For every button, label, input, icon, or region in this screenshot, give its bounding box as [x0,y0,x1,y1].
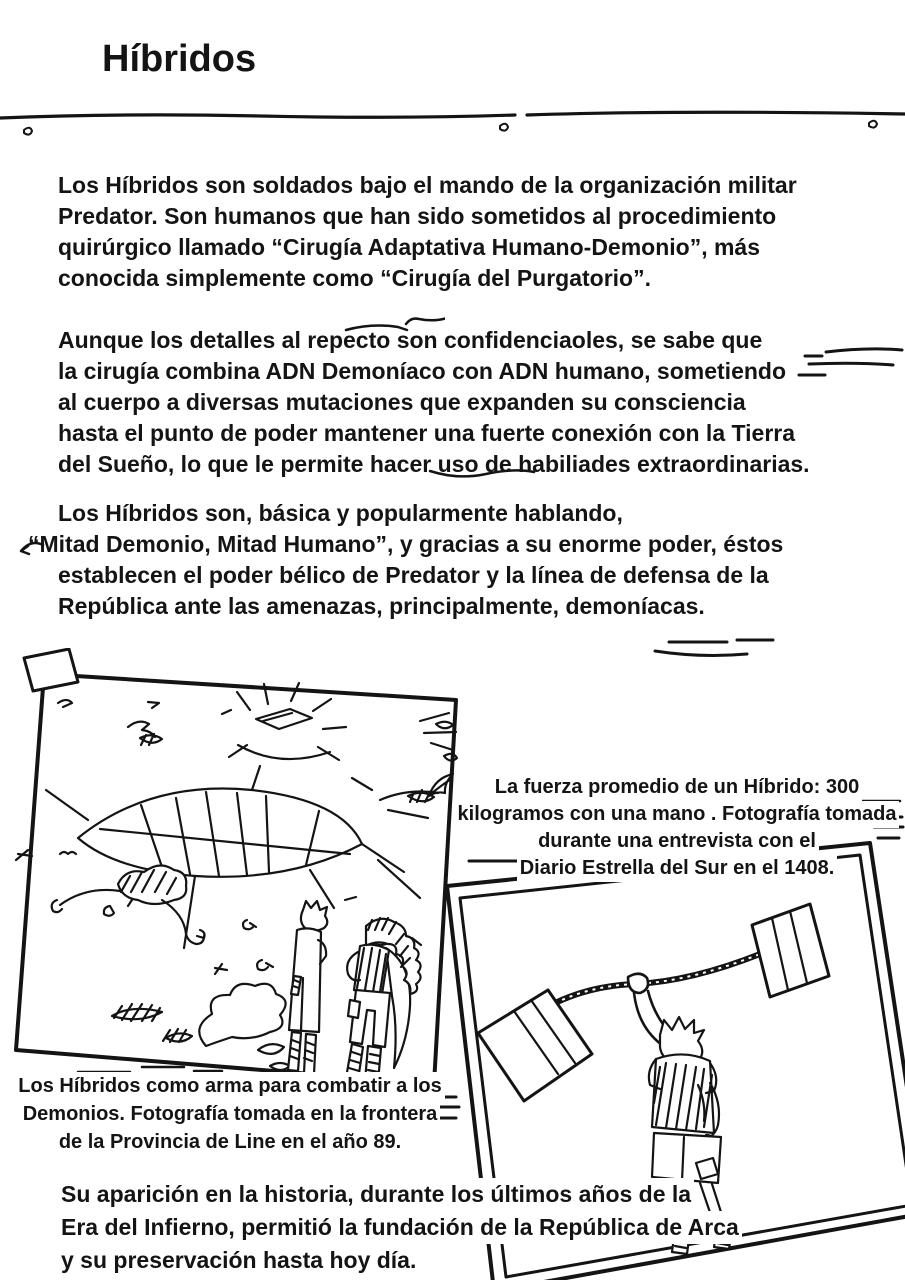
text-line: Aunque los detalles al repecto son confidenciaoles, se sabe que [58,327,763,353]
scribble-mark-below-paragraph [645,632,780,660]
tape-corner [24,649,78,691]
text-line: Era del Infierno, permitió la fundación de la República de Arca [58,1211,742,1244]
text-line: establecen el poder bélico de Predator y la línea de defensa de la [58,562,769,588]
text-line: hasta el punto de poder mantener una fuerte conexión con la Tierra [58,420,796,446]
text-line: República ante las amenazas, principalmente, demoníacas. [58,593,705,619]
battle-photo-illustration [0,648,462,1100]
text-line: la cirugía combina ADN Demoníaco con ADN humano, sometiendo [58,358,787,384]
text-line: Predator. Son humanos que han sido sometidos al procedimiento [58,203,777,229]
caption-line: Diario Estrella del Sur en el 1408. [517,855,838,882]
battle-photo-caption [4,1072,456,1156]
paragraph-surgery [58,325,810,480]
paragraph-half-demon [28,498,784,622]
text-line: y su preservación hasta hoy día. [58,1244,419,1277]
caption-line: durante una entrevista con el [535,828,819,855]
text-line: Los Híbridos son, básica y popularmente hablando, [58,500,623,526]
text-line: al cuerpo a diversas mutaciones que expanden su consciencia [58,389,746,415]
strength-photo-caption [448,774,905,882]
paragraph-intro [58,170,797,294]
paragraph-history [58,1178,742,1277]
caption-line: La fuerza promedio de un Híbrido: 300 [492,774,863,801]
caption-line: Los Híbridos como arma para combatir a los [15,1072,444,1100]
text-line: Su aparición en la historia, durante los últimos años de la [58,1178,694,1211]
text-line: del Sueño, lo que le permite hacer uso de habiliades extraordinarias. [58,451,810,477]
caption-line: de la Provincia de Line en el año 89. [56,1128,404,1156]
title-underline-rule [0,104,905,140]
text-line: “Mitad Demonio, Mitad Humano”, y gracias a su enorme poder, éstos [28,531,784,557]
scribble-mark-right-margin [793,344,905,380]
text-line: Los Híbridos son soldados bajo el mando de la organización militar [58,172,797,198]
page-title: Híbridos [102,38,257,80]
caption-line: kilogramos con una mano . Fotografía tomada [455,801,900,828]
caption-line: Demonios. Fotografía tomada en la frontera [20,1100,441,1128]
text-line: quirúrgico llamado “Cirugía Adaptativa Humano-Demonio”, más [58,234,761,260]
text-line: conocida simplemente como “Cirugía del Purgatorio”. [58,265,651,291]
